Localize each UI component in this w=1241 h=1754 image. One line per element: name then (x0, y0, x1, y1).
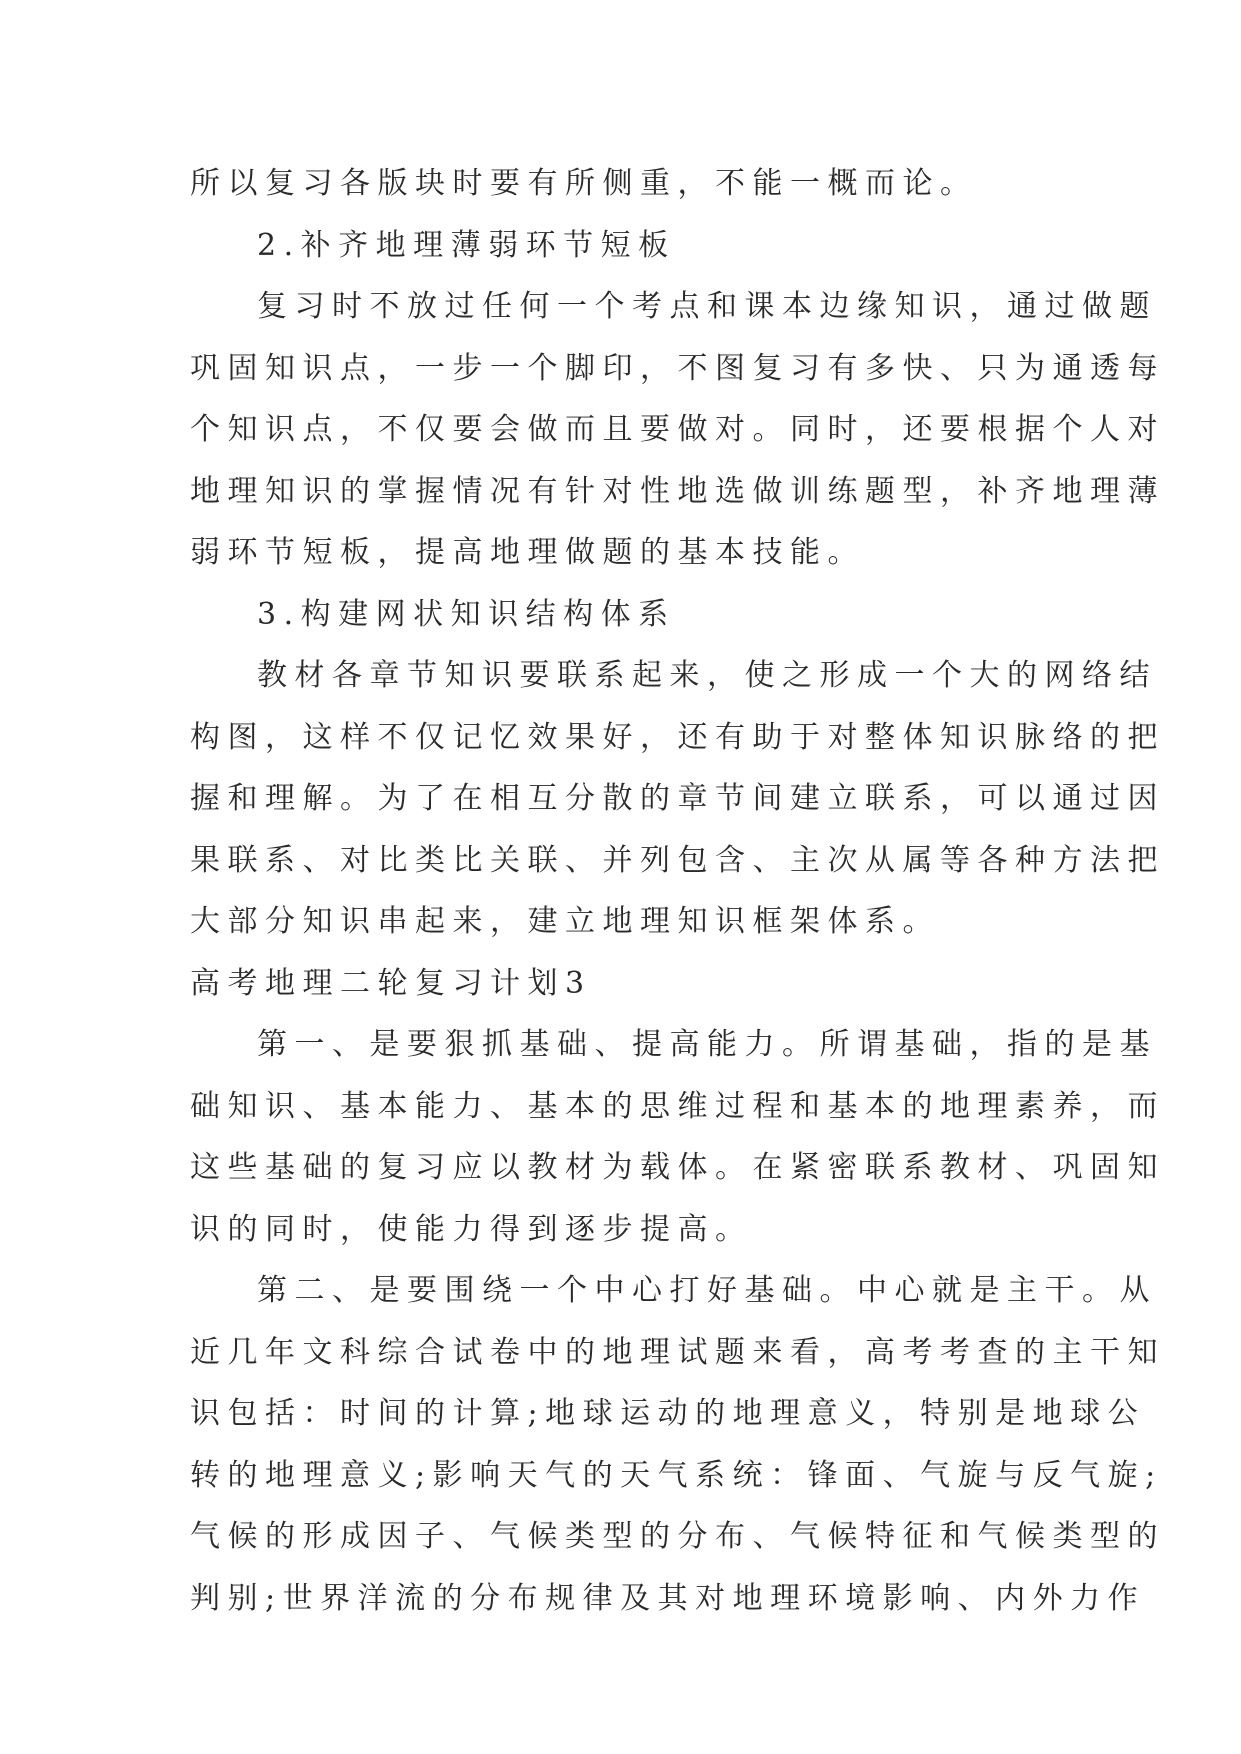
paragraph-line: 转的地理意义;影响天气的天气系统：锋面、气旋与反气旋; (190, 1457, 1163, 1493)
document-title: 高考地理二轮复习计划3 (190, 965, 592, 1001)
paragraph-line: 识的同时，使能力得到逐步提高。 (190, 1211, 753, 1247)
paragraph-line: 础知识、基本能力、基本的思维过程和基本的地理素养，而 (190, 1088, 1165, 1124)
paragraph-line: 气候的形成因子、气候类型的分布、气候特征和气候类型的 (190, 1519, 1165, 1554)
paragraph-line: 第一、是要狠抓基础、提高能力。所谓基础，指的是基 (257, 1027, 1157, 1062)
paragraph-line: 这些基础的复习应以教材为载体。在紧密联系教材、巩固知 (190, 1150, 1165, 1185)
paragraph-line: 所以复习各版块时要有所侧重，不能一概而论。 (190, 166, 978, 201)
paragraph-line: 复习时不放过任何一个考点和课本边缘知识，通过做题 (257, 289, 1157, 324)
paragraph-line: 巩固知识点，一步一个脚印，不图复习有多快、只为通透每 (190, 350, 1165, 386)
paragraph-line: 地理知识的掌握情况有针对性地选做训练题型，补齐地理薄 (190, 473, 1165, 509)
paragraph-line: 教材各章节知识要联系起来，使之形成一个大的网络结 (257, 658, 1157, 693)
paragraph-line: 第二、是要围绕一个中心打好基础。中心就是主干。从 (257, 1273, 1157, 1308)
paragraph-line: 握和理解。为了在相互分散的章节间建立联系，可以通过因 (190, 781, 1165, 816)
paragraph-line: 近几年文科综合试卷中的地理试题来看，高考考查的主干知 (190, 1334, 1165, 1370)
document-body (190, 153, 1165, 1629)
section-heading: 3.构建网状知识结构体系 (257, 596, 676, 632)
paragraph-line: 识包括：时间的计算;地球运动的地理意义，特别是地球公 (190, 1396, 1146, 1431)
paragraph-line: 果联系、对比类比关联、并列包含、主次从属等各种方法把 (190, 842, 1165, 878)
paragraph-line: 构图，这样不仅记忆效果好，还有助于对整体知识脉络的把 (190, 719, 1165, 755)
paragraph-line: 个知识点，不仅要会做而且要做对。同时，还要根据个人对 (190, 412, 1165, 447)
paragraph-line: 大部分知识串起来，建立地理知识框架体系。 (190, 904, 940, 939)
paragraph-line: 弱环节短板，提高地理做题的基本技能。 (190, 535, 865, 570)
paragraph-line: 判别;世界洋流的分布规律及其对地理环境影响、内外力作 (190, 1580, 1146, 1616)
section-heading: 2.补齐地理薄弱环节短板 (257, 227, 676, 263)
